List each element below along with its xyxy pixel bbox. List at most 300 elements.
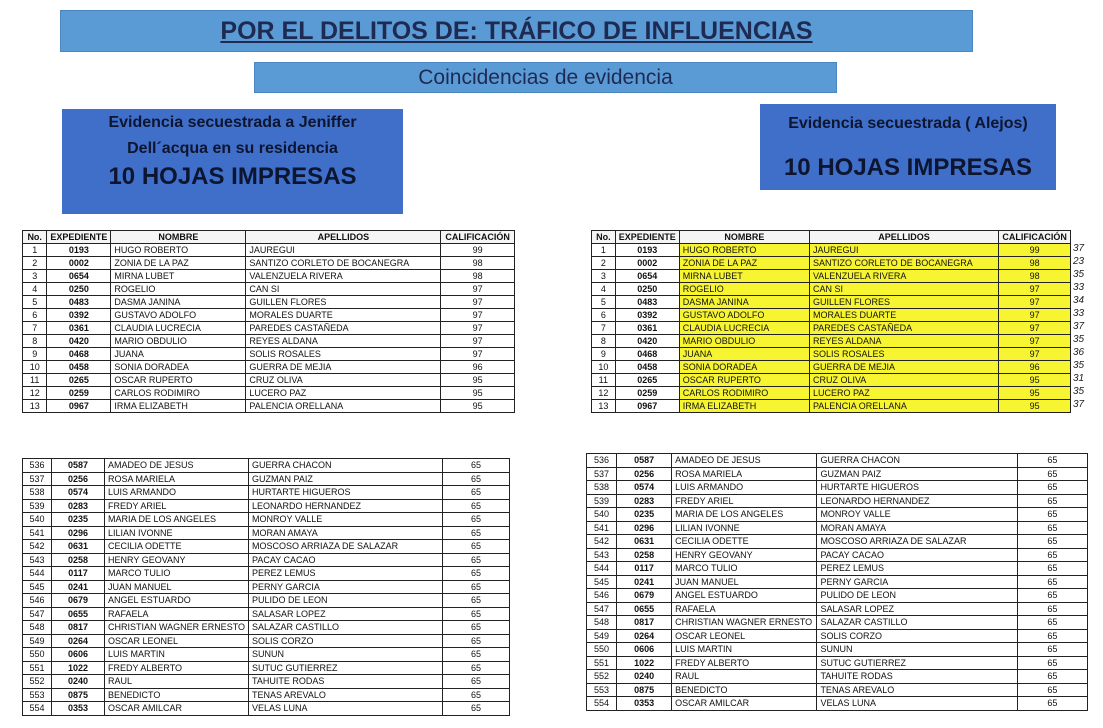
table-cell: PAREDES CASTAÑEDA — [246, 322, 441, 335]
table-row — [23, 513, 510, 527]
table-row — [23, 459, 510, 473]
table-cell: IRMA ELIZABETH — [111, 400, 246, 413]
table-cell: 65 — [1017, 481, 1087, 495]
table-cell: 11 — [23, 374, 47, 387]
table-cell: 0256 — [52, 472, 105, 486]
side-number: 31 — [1073, 373, 1085, 384]
table-cell: 0258 — [617, 548, 672, 562]
table-row — [23, 374, 515, 387]
table-cell: 554 — [587, 697, 617, 711]
column-header: APELLIDOS — [246, 231, 441, 244]
table-row — [592, 309, 1071, 322]
table-cell: ANGEL ESTUARDO — [672, 589, 817, 603]
table-cell: 0420 — [615, 335, 679, 348]
table-cell: 95 — [999, 400, 1071, 413]
table-cell: CRUZ OLIVA — [246, 374, 441, 387]
table-cell: 537 — [587, 467, 617, 481]
table-cell: VALENZUELA RIVERA — [809, 270, 998, 283]
table-row — [23, 348, 515, 361]
table-cell: 0259 — [47, 387, 111, 400]
table-cell: 539 — [23, 499, 52, 513]
table-row — [592, 374, 1071, 387]
table-cell: 539 — [587, 494, 617, 508]
table-cell: 545 — [23, 580, 52, 594]
evidence-box-alejos — [760, 104, 1056, 190]
side-number: 35 — [1073, 360, 1085, 371]
table-row — [587, 643, 1088, 657]
table-cell: SOLIS ROSALES — [809, 348, 998, 361]
table-cell: 0264 — [617, 629, 672, 643]
table-cell: 97 — [999, 335, 1071, 348]
table-cell: 0361 — [615, 322, 679, 335]
table-cell: 65 — [442, 621, 509, 635]
table-row — [587, 670, 1088, 684]
table-cell: 0967 — [615, 400, 679, 413]
table-cell: 5 — [23, 296, 47, 309]
table-cell: 0483 — [47, 296, 111, 309]
table-cell: GUERRA DE MEJIA — [246, 361, 441, 374]
table-cell: 543 — [23, 553, 52, 567]
table-cell: 4 — [592, 283, 616, 296]
table-cell: 545 — [587, 575, 617, 589]
table-cell: 0283 — [617, 494, 672, 508]
table-cell: 540 — [23, 513, 52, 527]
table-cell: AMADEO DE JESUS — [105, 459, 249, 473]
table-cell: 0655 — [52, 607, 105, 621]
table-cell: 65 — [1017, 508, 1087, 522]
table-row — [23, 283, 515, 296]
table-cell: OSCAR AMILCAR — [672, 697, 817, 711]
side-number: 33 — [1073, 308, 1085, 319]
side-number: 37 — [1073, 321, 1085, 332]
table-cell: 550 — [587, 643, 617, 657]
table-cell: 546 — [23, 594, 52, 608]
table-cell: SALAZAR CASTILLO — [817, 616, 1017, 630]
table-cell: PULIDO DE LEON — [249, 594, 443, 608]
table-cell: JAUREGUI — [809, 244, 998, 257]
table-bottom-right — [586, 453, 1088, 711]
table-cell: 7 — [23, 322, 47, 335]
table-cell: 65 — [442, 688, 509, 702]
table-cell: 0458 — [615, 361, 679, 374]
table-cell: GUSTAVO ADOLFO — [679, 309, 809, 322]
table-cell: 65 — [1017, 602, 1087, 616]
table-cell: 0468 — [615, 348, 679, 361]
table-header-row — [592, 231, 1071, 244]
table-cell: 542 — [587, 535, 617, 549]
table-cell: SALASAR LOPEZ — [249, 607, 443, 621]
table-cell: 99 — [999, 244, 1071, 257]
table-cell: 65 — [1017, 616, 1087, 630]
table-cell: MARIO OBDULIO — [111, 335, 246, 348]
table-row — [592, 335, 1071, 348]
table-cell: ZONIA DE LA PAZ — [679, 257, 809, 270]
column-header: EXPEDIENTE — [615, 231, 679, 244]
table-row — [23, 661, 510, 675]
table-cell: 65 — [1017, 467, 1087, 481]
evidence-pages-count: 10 HOJAS IMPRESAS — [108, 163, 357, 190]
table-cell: 547 — [23, 607, 52, 621]
table-row — [592, 283, 1071, 296]
table-cell: 541 — [587, 521, 617, 535]
table-row — [587, 629, 1088, 643]
table-cell: 65 — [442, 594, 509, 608]
table-cell: SUTUC GUTIERREZ — [817, 656, 1017, 670]
table-cell: 6 — [23, 309, 47, 322]
table-cell: 552 — [587, 670, 617, 684]
table-cell: 97 — [999, 296, 1071, 309]
table-cell: MORALES DUARTE — [809, 309, 998, 322]
side-number: 35 — [1073, 269, 1085, 280]
page-subtitle: Coincidencias de evidencia — [254, 62, 837, 93]
column-header: NOMBRE — [111, 231, 246, 244]
table-cell: 65 — [442, 648, 509, 662]
table-cell: TENAS AREVALO — [817, 683, 1017, 697]
table-cell: 9 — [592, 348, 616, 361]
table-row — [587, 616, 1088, 630]
side-number: 37 — [1073, 243, 1085, 254]
table-cell: 65 — [1017, 575, 1087, 589]
table-cell: 0283 — [52, 499, 105, 513]
table-cell: GUZMAN PAIZ — [249, 472, 443, 486]
table-cell: VALENZUELA RIVERA — [246, 270, 441, 283]
table-cell: CARLOS RODIMIRO — [679, 387, 809, 400]
table-cell: 0250 — [47, 283, 111, 296]
table-cell: MARIA DE LOS ANGELES — [672, 508, 817, 522]
table-cell: 10 — [592, 361, 616, 374]
table-cell: 0468 — [47, 348, 111, 361]
table-cell: 0631 — [617, 535, 672, 549]
table-cell: LUIS ARMANDO — [105, 486, 249, 500]
table-cell: 544 — [23, 567, 52, 581]
table-row — [23, 621, 510, 635]
table-cell: MORALES DUARTE — [246, 309, 441, 322]
table-cell: 538 — [587, 481, 617, 495]
table-row — [587, 575, 1088, 589]
table-cell: 0875 — [52, 688, 105, 702]
table-cell: MORAN AMAYA — [817, 521, 1017, 535]
table-cell: 65 — [1017, 683, 1087, 697]
table-row — [23, 335, 515, 348]
table-row — [587, 535, 1088, 549]
table-cell: 0574 — [52, 486, 105, 500]
table-cell: 0296 — [52, 526, 105, 540]
table-cell: 0258 — [52, 553, 105, 567]
table-cell: PERNY GARCIA — [817, 575, 1017, 589]
table-cell: OSCAR RUPERTO — [111, 374, 246, 387]
evidence-pages-count: 10 HOJAS IMPRESAS — [783, 154, 1033, 181]
table-cell: 0296 — [617, 521, 672, 535]
table-cell: 0193 — [615, 244, 679, 257]
table-cell: 3 — [592, 270, 616, 283]
table-cell: ROGELIO — [111, 283, 246, 296]
table-row — [592, 244, 1071, 257]
table-cell: 13 — [592, 400, 616, 413]
table-cell: 65 — [1017, 589, 1087, 603]
table-cell: MIRNA LUBET — [679, 270, 809, 283]
table-cell: 65 — [442, 661, 509, 675]
table-cell: 1 — [23, 244, 47, 257]
side-number: 35 — [1073, 334, 1085, 345]
table-cell: 65 — [442, 634, 509, 648]
table-cell: 65 — [442, 553, 509, 567]
table-cell: VELAS LUNA — [817, 697, 1017, 711]
table-cell: 65 — [442, 580, 509, 594]
table-cell: 553 — [587, 683, 617, 697]
table-cell: CLAUDIA LUCRECIA — [679, 322, 809, 335]
table-cell: SOLIS CORZO — [249, 634, 443, 648]
table-cell: LUIS MARTIN — [672, 643, 817, 657]
table-cell: JUANA — [111, 348, 246, 361]
table-cell: REYES ALDANA — [809, 335, 998, 348]
table-cell: REYES ALDANA — [246, 335, 441, 348]
table-row — [592, 348, 1071, 361]
table-cell: 65 — [442, 567, 509, 581]
table-cell: 95 — [441, 400, 515, 413]
table-cell: 0587 — [617, 454, 672, 468]
table-cell: 97 — [441, 283, 515, 296]
table-cell: ROSA MARIELA — [672, 467, 817, 481]
table-cell: 65 — [442, 702, 509, 716]
table-cell: DASMA JANINA — [111, 296, 246, 309]
table-cell: 0654 — [47, 270, 111, 283]
table-cell: GUSTAVO ADOLFO — [111, 309, 246, 322]
table-cell: 97 — [999, 322, 1071, 335]
column-header: APELLIDOS — [809, 231, 998, 244]
table-cell: 543 — [587, 548, 617, 562]
table-cell: 98 — [999, 270, 1071, 283]
table-cell: MONROY VALLE — [249, 513, 443, 527]
table-cell: FREDY ALBERTO — [105, 661, 249, 675]
table-cell: 0235 — [617, 508, 672, 522]
table-top-left — [22, 230, 515, 413]
column-header: No. — [23, 231, 47, 244]
table-row — [592, 322, 1071, 335]
table-row — [23, 540, 510, 554]
table-cell: HENRY GEOVANY — [672, 548, 817, 562]
table-cell: 0117 — [617, 562, 672, 576]
table-cell: HURTARTE HIGUEROS — [817, 481, 1017, 495]
table-cell: 65 — [1017, 656, 1087, 670]
table-cell: SUNUN — [249, 648, 443, 662]
table-cell: RAFAELA — [672, 602, 817, 616]
table-cell: RAFAELA — [105, 607, 249, 621]
table-cell: 0353 — [617, 697, 672, 711]
column-header: NOMBRE — [679, 231, 809, 244]
table-row — [23, 257, 515, 270]
table-cell: 97 — [441, 322, 515, 335]
table-cell: 65 — [442, 513, 509, 527]
table-row — [23, 309, 515, 322]
table-cell: JUAN MANUEL — [672, 575, 817, 589]
table-cell: LUIS ARMANDO — [672, 481, 817, 495]
table-cell: 13 — [23, 400, 47, 413]
table-cell: MONROY VALLE — [817, 508, 1017, 522]
table-cell: 65 — [1017, 697, 1087, 711]
table-cell: 1022 — [617, 656, 672, 670]
table-cell: TAHUITE RODAS — [817, 670, 1017, 684]
table-cell: 65 — [1017, 643, 1087, 657]
table-cell: 0817 — [617, 616, 672, 630]
table-cell: 65 — [442, 540, 509, 554]
table-cell: HURTARTE HIGUEROS — [249, 486, 443, 500]
table-row — [592, 257, 1071, 270]
table-cell: 553 — [23, 688, 52, 702]
table-cell: 97 — [441, 348, 515, 361]
table-cell: 95 — [999, 387, 1071, 400]
table-cell: 97 — [441, 335, 515, 348]
table-cell: DASMA JANINA — [679, 296, 809, 309]
side-number: 36 — [1073, 347, 1085, 358]
table-row — [23, 567, 510, 581]
side-number: 33 — [1073, 282, 1085, 293]
table-cell: MORAN AMAYA — [249, 526, 443, 540]
table-cell: 551 — [23, 661, 52, 675]
table-cell: 65 — [442, 675, 509, 689]
table-cell: 6 — [592, 309, 616, 322]
evidence-caption: Evidencia secuestrada ( Alejos) — [788, 115, 1028, 132]
table-cell: GUERRA DE MEJIA — [809, 361, 998, 374]
table-cell: PALENCIA ORELLANA — [246, 400, 441, 413]
table-cell: 536 — [587, 454, 617, 468]
table-cell: 97 — [441, 296, 515, 309]
table-cell: 12 — [592, 387, 616, 400]
table-cell: 0392 — [615, 309, 679, 322]
evidence-caption-line2: Dell´acqua en su residencia — [127, 140, 338, 157]
table-cell: GUZMAN PAIZ — [817, 467, 1017, 481]
table-cell: 98 — [441, 270, 515, 283]
table-cell: 536 — [23, 459, 52, 473]
table-cell: 0241 — [52, 580, 105, 594]
table-row — [23, 648, 510, 662]
table-row — [23, 675, 510, 689]
table-cell: ROSA MARIELA — [105, 472, 249, 486]
table-cell: 0240 — [617, 670, 672, 684]
table-cell: 0679 — [617, 589, 672, 603]
table-cell: 9 — [23, 348, 47, 361]
table-cell: 65 — [442, 607, 509, 621]
table-cell: HENRY GEOVANY — [105, 553, 249, 567]
table-cell: 7 — [592, 322, 616, 335]
table-cell: 0259 — [615, 387, 679, 400]
table-cell: 544 — [587, 562, 617, 576]
evidence-box-jeniffer — [62, 109, 403, 214]
table-cell: 1 — [592, 244, 616, 257]
table-cell: OSCAR LEONEL — [672, 629, 817, 643]
table-row — [23, 688, 510, 702]
table-row — [23, 702, 510, 716]
table-cell: RAUL — [105, 675, 249, 689]
table-cell: MARIA DE LOS ANGELES — [105, 513, 249, 527]
table-row — [587, 683, 1088, 697]
table-row — [23, 580, 510, 594]
table-cell: 549 — [587, 629, 617, 643]
table-cell: TAHUITE RODAS — [249, 675, 443, 689]
table-cell: 0655 — [617, 602, 672, 616]
table-header-row — [23, 231, 515, 244]
table-cell: 549 — [23, 634, 52, 648]
table-cell: CAN SI — [246, 283, 441, 296]
table-cell: PEREZ LEMUS — [817, 562, 1017, 576]
table-cell: 98 — [999, 257, 1071, 270]
table-cell: 551 — [587, 656, 617, 670]
table-row — [592, 387, 1071, 400]
table-cell: JUAN MANUEL — [105, 580, 249, 594]
table-cell: 552 — [23, 675, 52, 689]
table-row — [23, 634, 510, 648]
table-cell: 542 — [23, 540, 52, 554]
table-row — [587, 467, 1088, 481]
table-cell: 0654 — [615, 270, 679, 283]
side-number: 34 — [1073, 295, 1085, 306]
table-cell: PACAY CACAO — [249, 553, 443, 567]
table-cell: LILIAN IVONNE — [672, 521, 817, 535]
table-cell: PULIDO DE LEON — [817, 589, 1017, 603]
table-cell: 0483 — [615, 296, 679, 309]
table-cell: 0606 — [617, 643, 672, 657]
evidence-caption-line1: Evidencia secuestrada a Jeniffer — [108, 114, 357, 131]
table-cell: 10 — [23, 361, 47, 374]
table-cell: 0967 — [47, 400, 111, 413]
table-cell: 548 — [587, 616, 617, 630]
table-cell: 0361 — [47, 322, 111, 335]
table-cell: CAN SI — [809, 283, 998, 296]
table-cell: 65 — [442, 499, 509, 513]
table-cell: GUILLEN FLORES — [809, 296, 998, 309]
table-row — [23, 322, 515, 335]
table-row — [587, 562, 1088, 576]
table-cell: 96 — [441, 361, 515, 374]
table-row — [23, 244, 515, 257]
table-cell: CHRISTIAN WAGNER ERNESTO — [672, 616, 817, 630]
column-header: CALIFICACIÓN — [999, 231, 1071, 244]
table-cell: BENEDICTO — [105, 688, 249, 702]
table-cell: VELAS LUNA — [249, 702, 443, 716]
table-cell: 0817 — [52, 621, 105, 635]
table-row — [587, 602, 1088, 616]
table-cell: FREDY ALBERTO — [672, 656, 817, 670]
table-cell: 5 — [592, 296, 616, 309]
table-row — [23, 361, 515, 374]
table-cell: 65 — [1017, 535, 1087, 549]
table-cell: PACAY CACAO — [817, 548, 1017, 562]
table-row — [587, 521, 1088, 535]
table-row — [23, 387, 515, 400]
table-cell: ROGELIO — [679, 283, 809, 296]
table-cell: 65 — [442, 486, 509, 500]
table-row — [587, 548, 1088, 562]
table-cell: 0117 — [52, 567, 105, 581]
table-row — [23, 607, 510, 621]
table-cell: PALENCIA ORELLANA — [809, 400, 998, 413]
table-cell: 65 — [1017, 562, 1087, 576]
table-row — [23, 400, 515, 413]
table-cell: SOLIS CORZO — [817, 629, 1017, 643]
table-cell: CLAUDIA LUCRECIA — [111, 322, 246, 335]
table-cell: 0002 — [47, 257, 111, 270]
table-row — [587, 656, 1088, 670]
table-cell: LEONARDO HERNANDEZ — [817, 494, 1017, 508]
table-cell: 537 — [23, 472, 52, 486]
table-row — [23, 553, 510, 567]
table-row — [23, 486, 510, 500]
table-cell: 65 — [442, 459, 509, 473]
side-number: 23 — [1073, 256, 1085, 267]
table-row — [587, 508, 1088, 522]
table-cell: LILIAN IVONNE — [105, 526, 249, 540]
table-cell: 0235 — [52, 513, 105, 527]
table-cell: 65 — [442, 526, 509, 540]
